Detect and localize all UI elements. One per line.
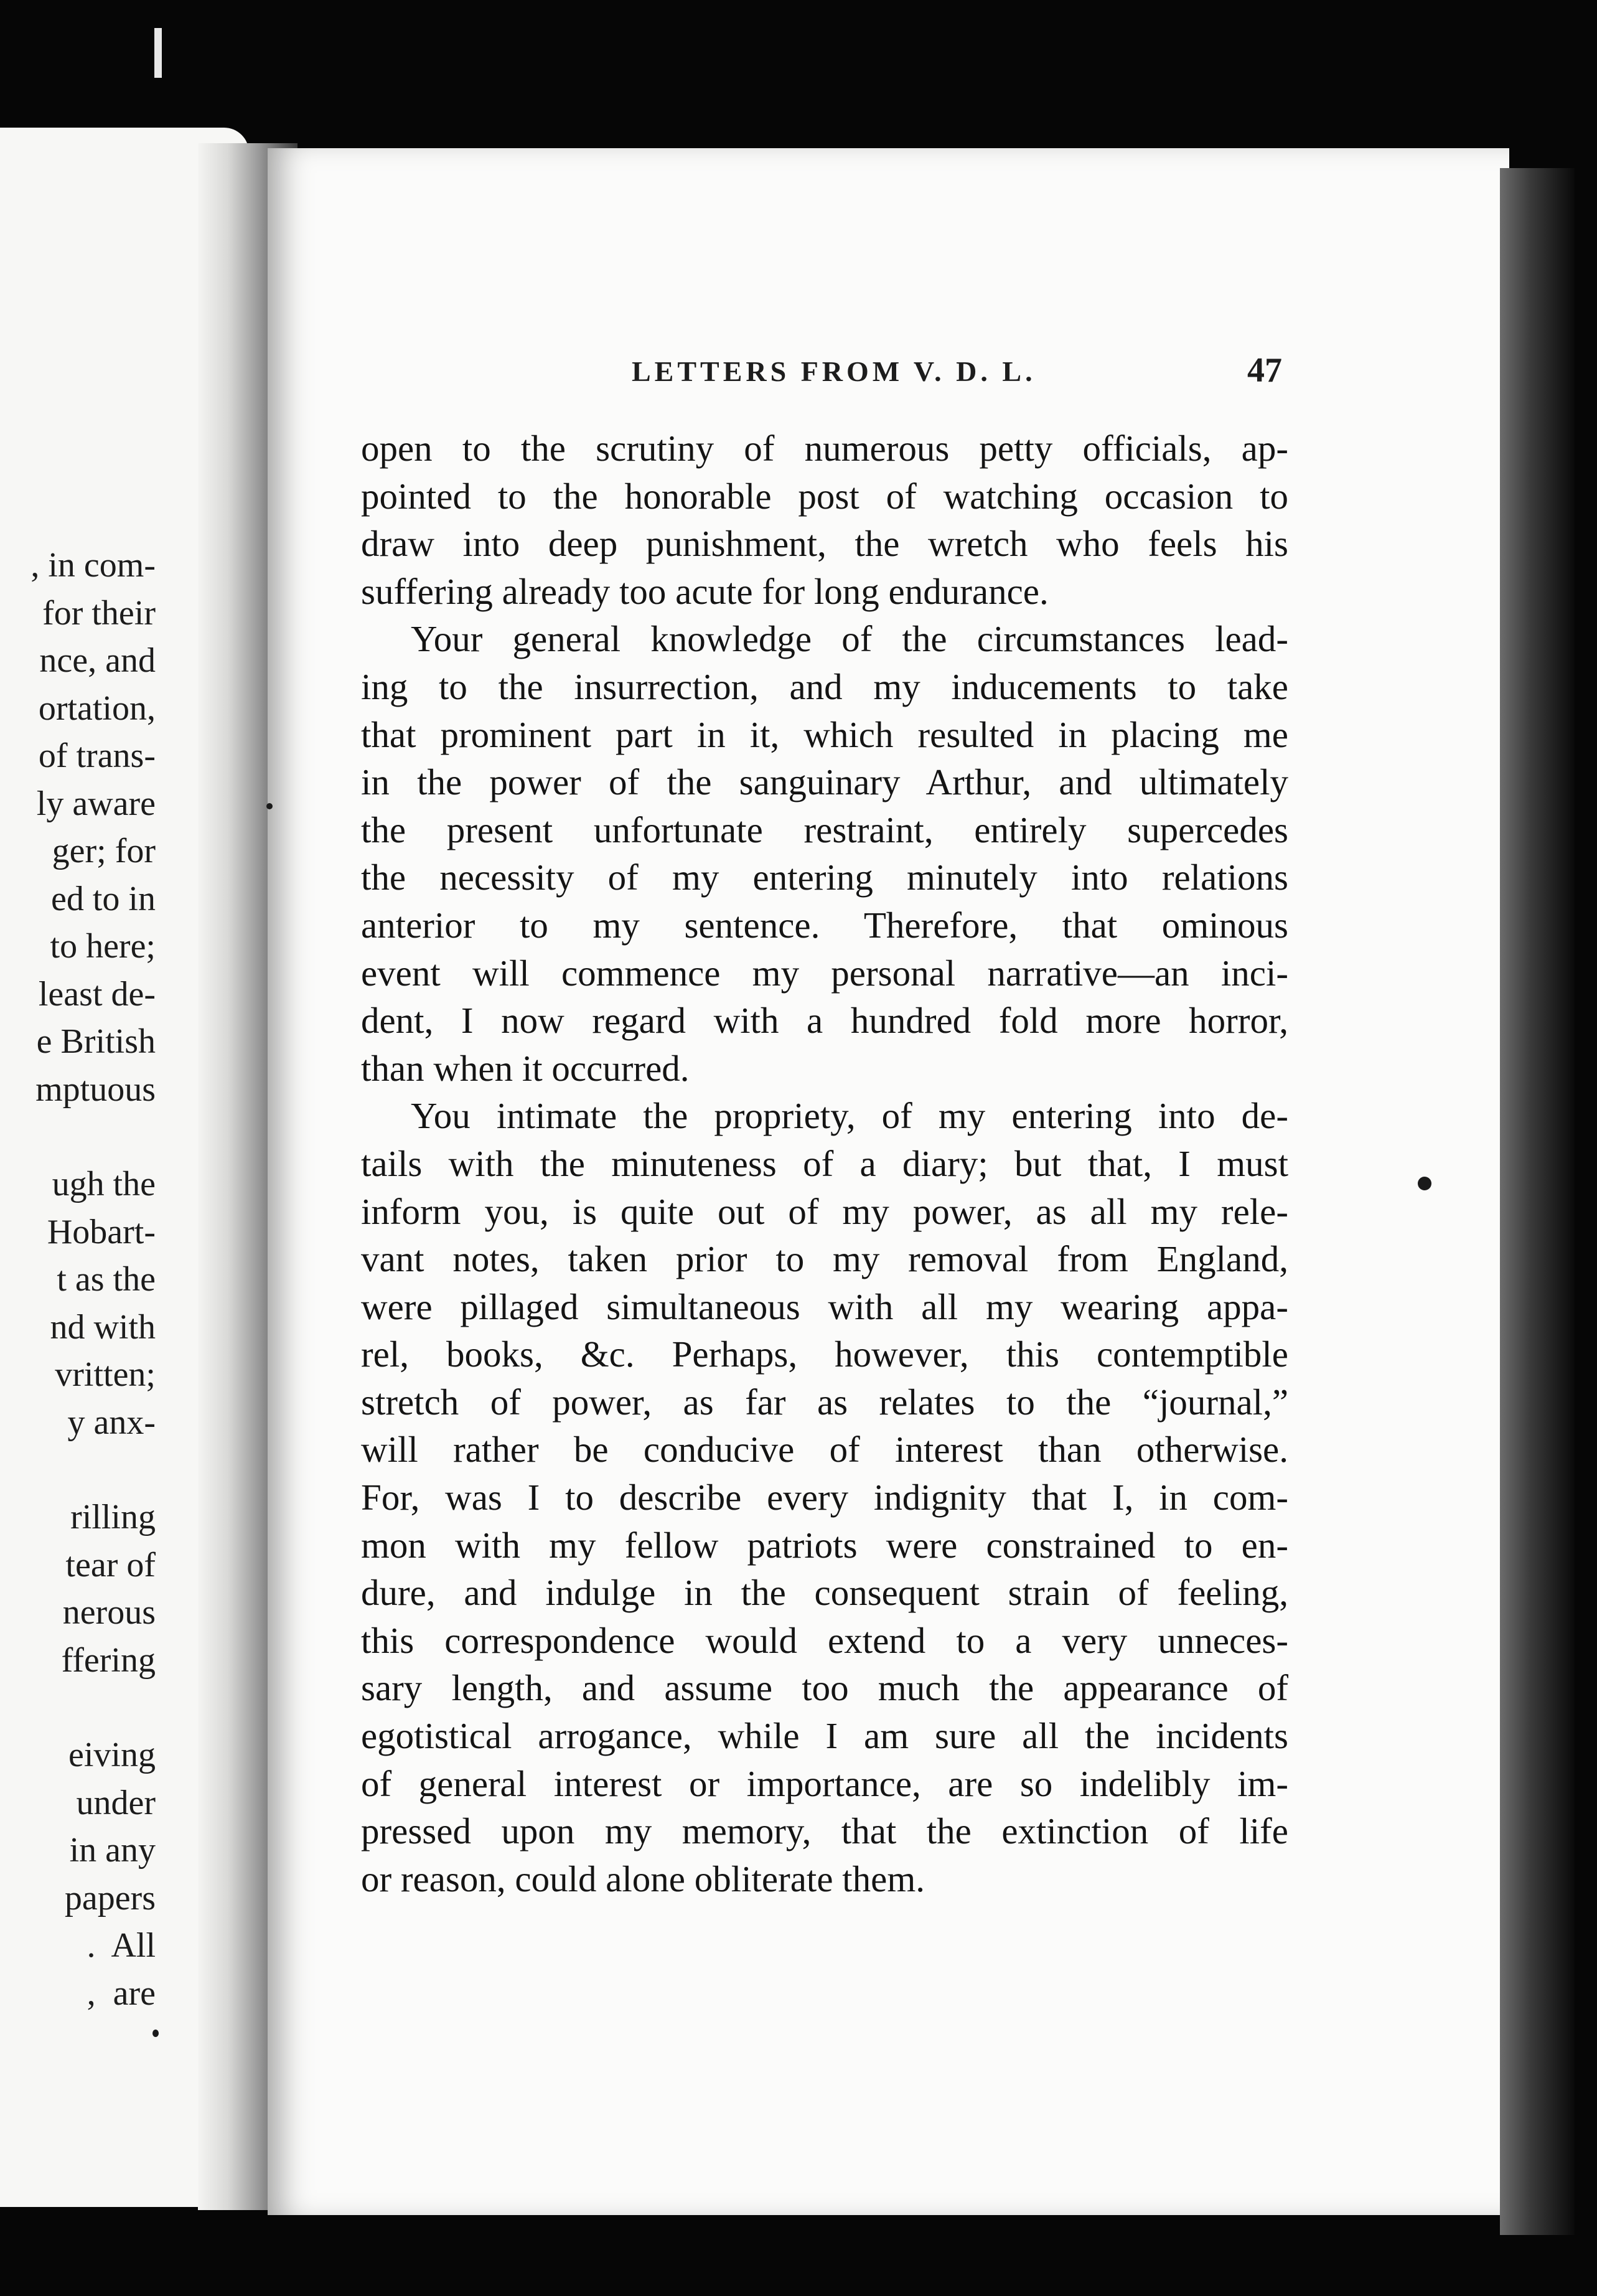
text-line: pointed to the honorable post of watching occasion to (361, 475, 1288, 517)
left-text-line: ed to in (51, 879, 156, 918)
text-line: draw into deep punishment, the wretch who feels his (361, 523, 1288, 565)
left-text-line: y anx- (67, 1403, 156, 1442)
text-line: the necessity of my entering minutely into relations (361, 857, 1288, 898)
ink-speck (266, 803, 273, 809)
left-text-line: under (76, 1783, 156, 1822)
text-line: You intimate the propriety, of my entering into de- (411, 1095, 1288, 1137)
text-line: stretch of power, as far as relates to the “journal,” (361, 1381, 1288, 1423)
left-text-line: vritten; (55, 1355, 156, 1394)
text-line: egotistical arrogance, while I am sure all the incidents (361, 1715, 1288, 1757)
left-text-line: in any (69, 1831, 156, 1870)
left-text-line: of trans- (38, 736, 156, 775)
left-page-text (0, 542, 156, 2017)
left-text-line: rilling (70, 1498, 156, 1536)
paragraph (361, 425, 1288, 615)
left-text-line: nce, and (39, 641, 156, 680)
left-text-line: , in com- (30, 546, 156, 585)
left-text-line: eiving (68, 1736, 156, 1774)
left-text-line: ly aware (36, 784, 156, 823)
left-text-line: mptuous (35, 1070, 156, 1109)
text-line: anterior to my sentence. Therefore, that ominous (361, 904, 1288, 946)
text-line: dure, and indulge in the consequent strain of feeling, (361, 1572, 1288, 1614)
text-line: were pillaged simultaneous with all my wearing appa- (361, 1286, 1288, 1327)
ink-speck (152, 2030, 159, 2037)
left-text-line: ugh the (52, 1165, 156, 1203)
ink-speck (1418, 1177, 1431, 1190)
left-text-line: e British (36, 1022, 156, 1061)
page-number: 47 (1247, 351, 1282, 390)
text-line: tails with the minuteness of a diary; but that, I must (361, 1142, 1288, 1184)
left-text-line: papers (64, 1878, 156, 1917)
left-text-line: Hobart- (47, 1212, 156, 1251)
left-text-line: , are (87, 1974, 156, 2013)
left-text-line: least de- (38, 974, 156, 1014)
text-line: than when it occurred. (361, 1047, 690, 1089)
left-text-line: t as the (57, 1260, 156, 1299)
text-line: that prominent part in it, which resulted in placing me (361, 713, 1288, 755)
scan-mark (154, 28, 162, 78)
paragraph (361, 1092, 1288, 1903)
paragraph (361, 615, 1288, 1092)
left-text-line: nd with (50, 1307, 156, 1347)
left-text-line: nerous (62, 1593, 156, 1632)
text-line: pressed upon my memory, that the extinction of life (361, 1810, 1288, 1852)
left-text-line: . All (87, 1926, 156, 1965)
body-text (361, 425, 1288, 1903)
page-edge (1500, 168, 1575, 2235)
text-line: vant notes, taken prior to my removal from England, (361, 1238, 1288, 1280)
text-line: Your general knowledge of the circumstances lead- (411, 618, 1288, 660)
text-line: or reason, could alone obliterate them. (361, 1858, 925, 1899)
text-line: mon with my fellow patriots were constrained to en- (361, 1524, 1288, 1566)
text-line: in the power of the sanguinary Arthur, and ultimately (361, 761, 1288, 803)
left-text-line: ger; for (52, 832, 156, 870)
text-line: will rather be conducive of interest than otherwise. (361, 1429, 1288, 1470)
text-line: of general interest or importance, are so indelibly im- (361, 1762, 1288, 1804)
text-line: rel, books, &c. Perhaps, however, this contemptible (361, 1334, 1288, 1375)
running-head: LETTERS FROM V. D. L. (632, 355, 1036, 387)
text-line: open to the scrutiny of numerous petty officials, ap- (361, 428, 1288, 469)
left-text-line: to here; (50, 927, 156, 966)
paragraph-gap (0, 1446, 156, 1494)
text-line: For, was I to describe every indignity that I, in com- (361, 1477, 1288, 1518)
text-line: sary length, and assume too much the appearance of (361, 1667, 1288, 1709)
paragraph-gap (0, 1684, 156, 1731)
text-line: suffering already too acute for long endurance. (361, 570, 1049, 612)
text-line: dent, I now regard with a hundred fold more horror, (361, 1000, 1288, 1042)
text-line: event will commence my personal narrative—an inci- (361, 952, 1288, 994)
left-text-line: tear of (65, 1545, 156, 1584)
text-line: ing to the insurrection, and my inducements to take (361, 666, 1288, 707)
paragraph-gap (0, 1113, 156, 1160)
text-line: this correspondence would extend to a very unneces- (361, 1619, 1288, 1661)
text-line: inform you, is quite out of my power, as all my rele- (361, 1190, 1288, 1232)
left-text-line: ffering (61, 1640, 156, 1680)
left-text-line: for their (42, 593, 156, 633)
left-text-line: ortation, (38, 689, 156, 728)
text-line: the present unfortunate restraint, entirely supercedes (361, 809, 1288, 850)
